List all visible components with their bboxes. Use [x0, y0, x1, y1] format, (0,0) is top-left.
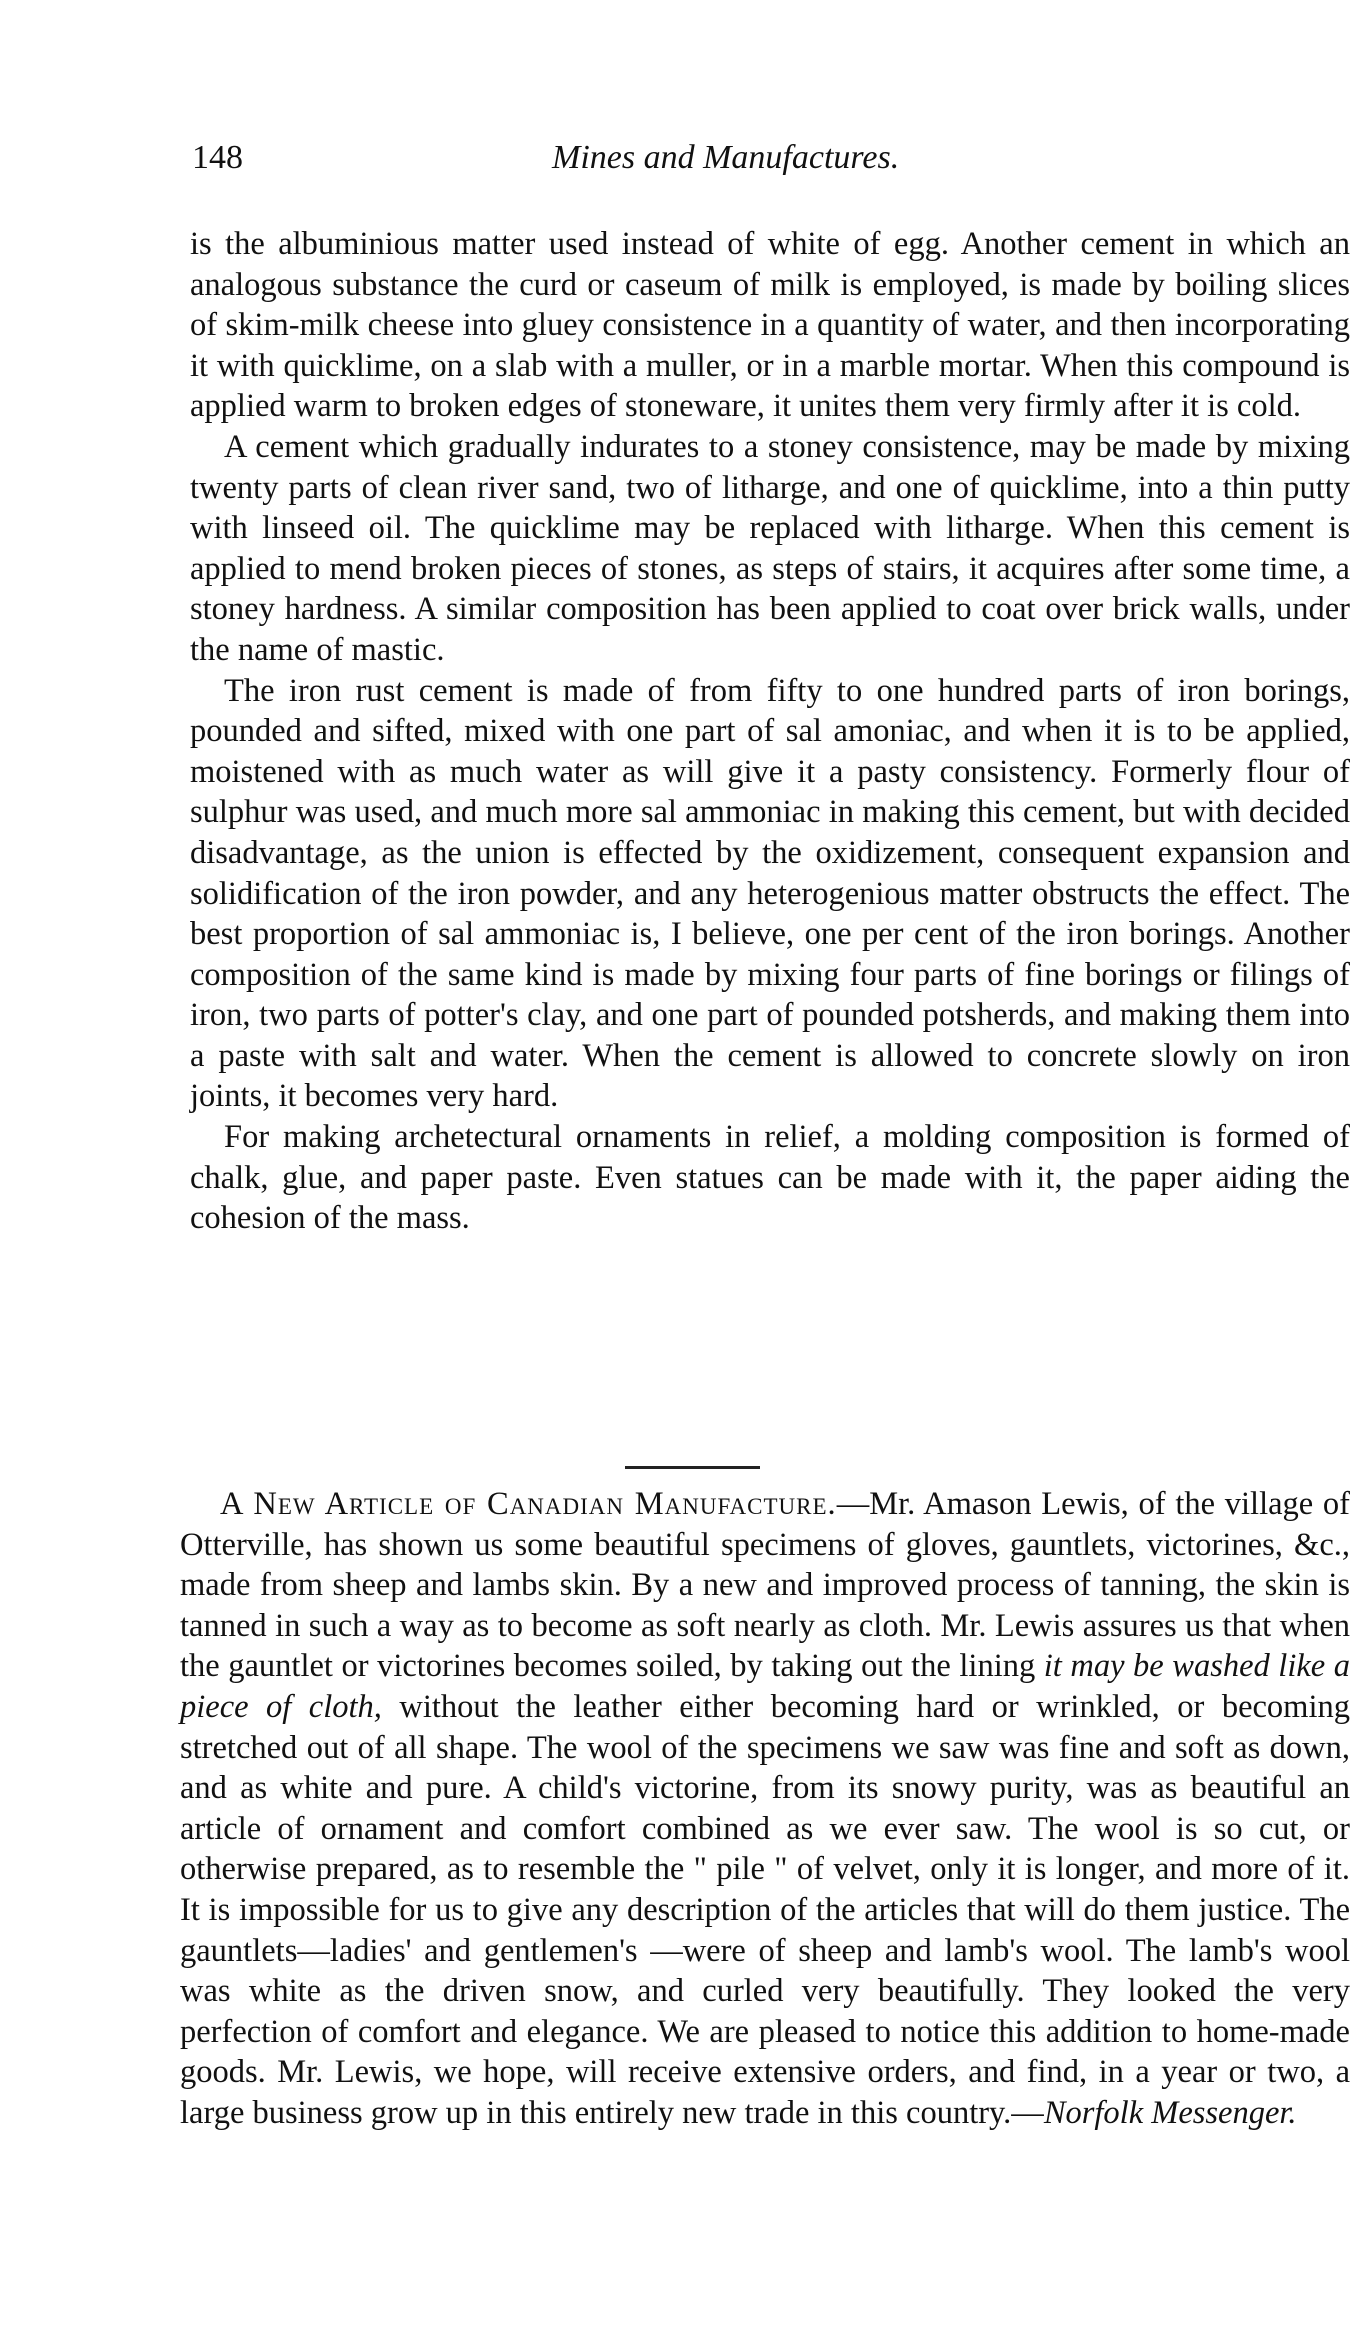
section-divider — [625, 1466, 760, 1469]
running-title: Mines and Manufactures. — [552, 139, 900, 176]
article-paragraph — [180, 1484, 1350, 2134]
main-text — [190, 224, 1350, 1239]
page-number: 148 — [192, 139, 243, 176]
paragraph-iron-rust-cement: The iron rust cement is made of from fifty to one hundred parts of iron borings, pounded and sifted, mixed with one part of sal amoniac, and when it is to be applied, moistened with as much water as will give it a pasty consistency. Formerly flour of sulphur was used, and much more sal ammoniac in making this cement, but with decided disadvantage, as the union is effected by the oxidizement, consequent expansion and solidification of the iron powder, and any heterogenious matter obstructs the effect. The best proportion of sal ammoniac is, I believe, one per cent of the iron borings. Another composition of the same kind is made by mixing four parts of fine borings or filings of iron, two parts of potter's clay, and one part of pounded potsherds, and making them into a paste with salt and water. When the cement is allowed to concrete slowly on iron joints, it becomes very hard. — [190, 672, 1350, 1115]
article-text-1: —Mr. Amason Lewis, of the village of Otterville, has shown us some beautiful specimens of gloves, gauntlets, victorines, &c., made from sheep and lambs skin. By a new and improved process of tanning, the skin is tanned in such a way as to become as soft nearly as cloth. Mr. Lewis assures us that when the gauntlet or victorines becomes soiled, by taking out the lining — [180, 1486, 1350, 1685]
article-source: Norfolk Messenger. — [1043, 2094, 1297, 2131]
paragraph-stoney-cement: A cement which gradually indurates to a stoney consistence, may be made by mixing twenty parts of clean river sand, two of litharge, and one of quicklime, into a thin putty with linseed oil. The quicklime may be replaced with litharge. When this cement is applied to mend broken pieces of stones, as steps of stairs, it acquires after some time, a stoney hardness. A similar composition has been applied to coat over brick walls, under the name of mastic. — [190, 428, 1350, 668]
paragraph-ornaments: For making archetectural ornaments in relief, a molding composition is formed of chalk, glue, and paper paste. Even statues can be made with it, the paper aiding the cohesion of the mass. — [190, 1119, 1350, 1237]
running-head — [192, 138, 1352, 188]
paragraph-continuation: is the albuminious matter used instead of white of egg. Another cement in which an analogous substance the curd or caseum of milk is employed, is made by boiling slices of skim-milk cheese into gluey consistence in a quantity of water, and then incorporating it with quicklime, on a slab with a muller, or in a marble mortar. When this compound is applied warm to broken edges of stoneware, it unites them very firmly after it is cold. — [190, 226, 1350, 425]
article-text-2: without the leather either becoming hard or wrinkled, or becoming stretched out of all shape. The wool of the specimens we saw was fine and soft as down, and as white and pure. A child's victorine, from its snowy purity, was as beautiful an article of ornament and comfort combined as we ever saw. The wool is so cut, or otherwise prepared, as to resemble the " pile " of velvet, only it is longer, and more of it. It is impossible for us to give any description of the articles that will do them justice. The gauntlets—ladies' and gentlemen's —were of sheep and lamb's wool. The lamb's wool was white as the driven snow, and curled very beautifully. They looked the very perfection of comfort and elegance. We are pleased to notice this addition to home-made goods. Mr. Lewis, we hope, will receive extensive orders, and find, in a year or two, a large business grow up in this entirely new trade in this country.— — [180, 1688, 1350, 2131]
article-canadian-manufacture — [180, 1484, 1350, 2134]
article-heading: A New Article of Canadian Manufacture. — [220, 1486, 837, 1522]
article-italic-phrase: it may be washed like a piece of cloth, — [180, 1648, 1350, 1725]
